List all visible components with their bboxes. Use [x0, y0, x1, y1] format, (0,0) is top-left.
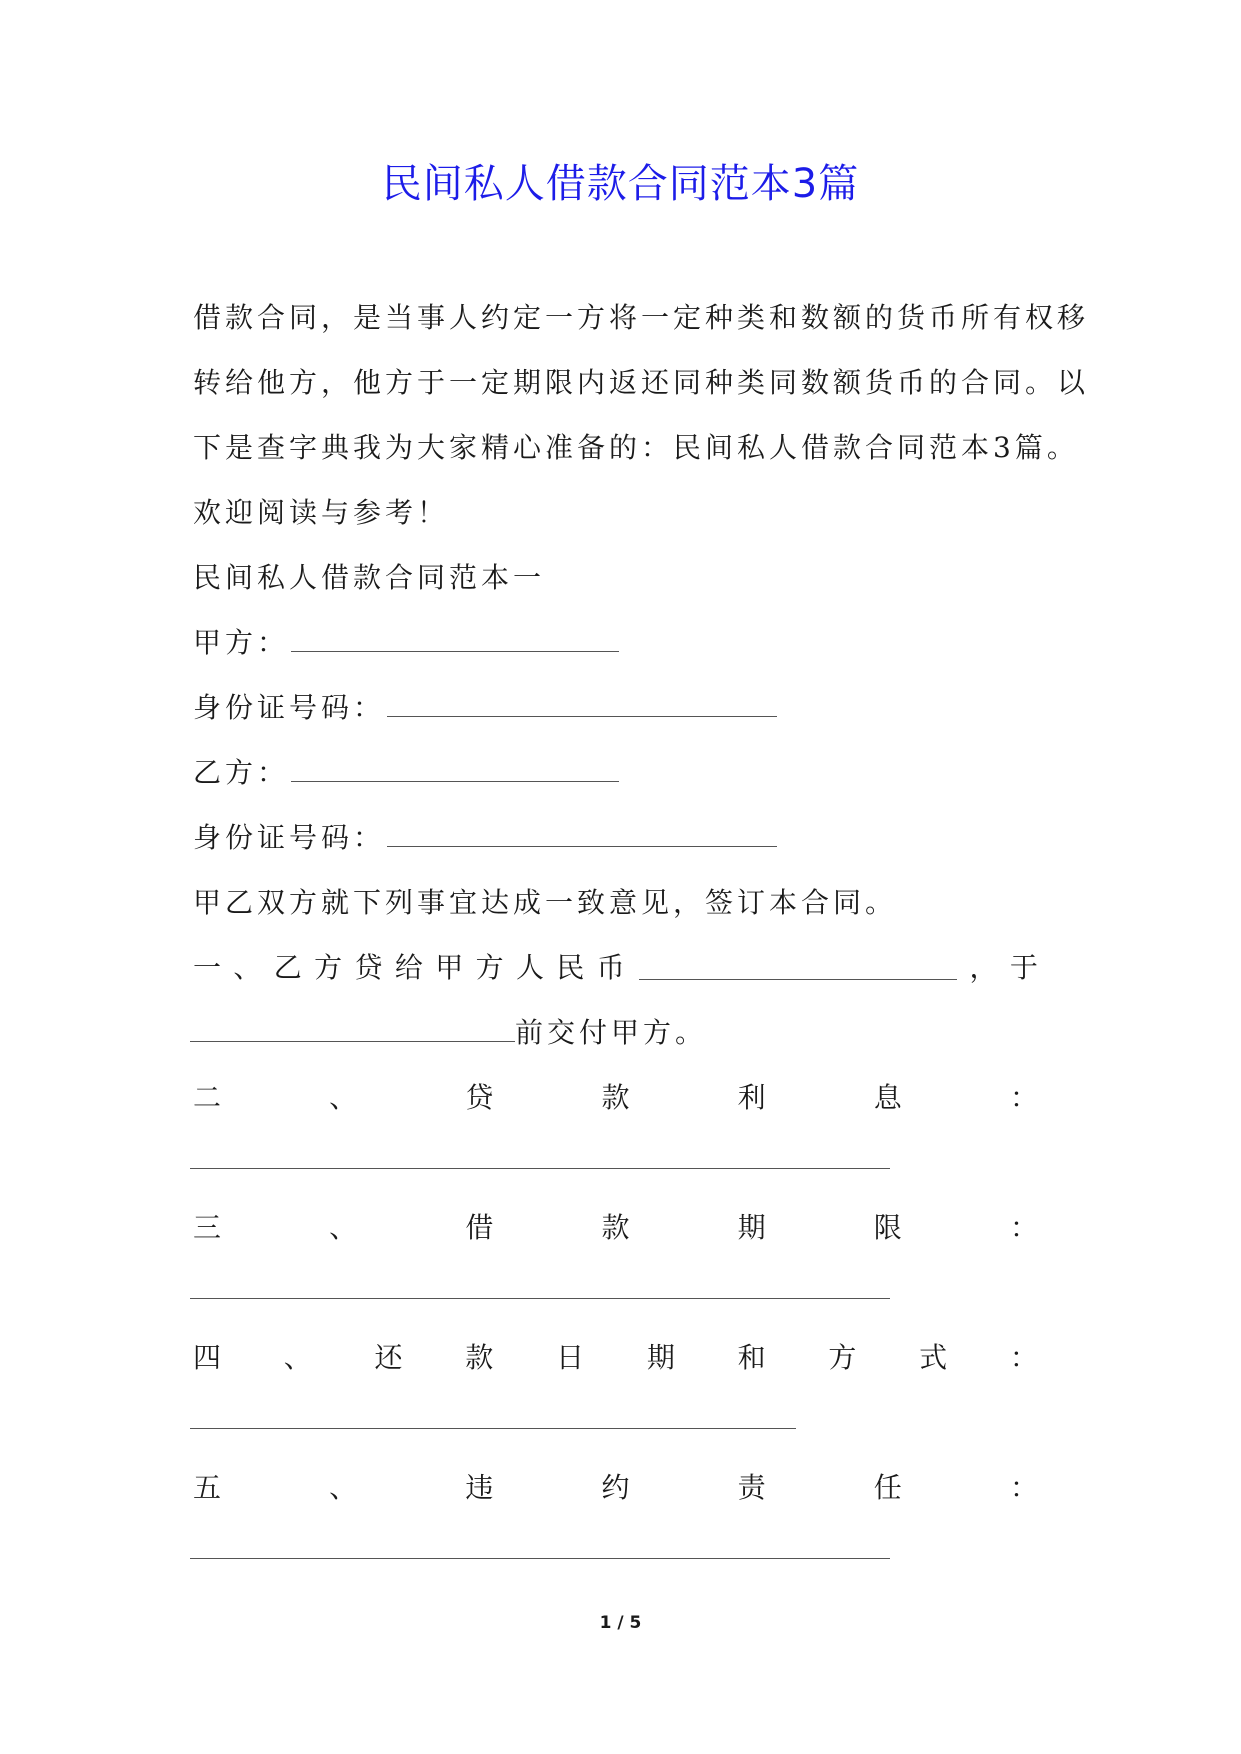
interest-blank[interactable] — [190, 1168, 890, 1169]
party-a-label: 甲方： — [193, 626, 290, 659]
clause-4-char: 四 — [193, 1341, 222, 1374]
party-b-blank[interactable] — [291, 780, 619, 782]
clause-1-char: 一 — [193, 951, 222, 984]
clause-2-char: 、 — [329, 1081, 358, 1114]
clause-5-char: 任 — [873, 1471, 902, 1504]
party-a-id-row — [193, 686, 777, 726]
breach-blank[interactable] — [190, 1558, 890, 1559]
repayment-blank[interactable] — [190, 1428, 796, 1429]
intro-line-2: 转给他方，他方于一定期限内返还同种类同数额货币的合同。以 — [193, 366, 1090, 399]
clause-4-char: ： — [1009, 1341, 1038, 1374]
clause-4-char: 式 — [919, 1341, 948, 1374]
clause-4-line — [193, 1336, 1038, 1376]
party-a-row — [193, 621, 619, 661]
clause-1-char: 币 — [596, 951, 625, 984]
agreement-text: 甲乙双方就下列事宜达成一致意见，签订本合同。 — [193, 886, 898, 919]
clause-2-char: 息 — [873, 1081, 902, 1114]
party-b-row — [193, 751, 619, 791]
party-b-id-label: 身份证号码： — [193, 821, 386, 854]
clause-3-char: 款 — [601, 1211, 630, 1244]
clause-3-char: 期 — [737, 1211, 766, 1244]
clause-1-char: 乙 — [273, 951, 302, 984]
loan-term-blank[interactable] — [190, 1298, 890, 1299]
clause-1-comma: ， — [969, 951, 998, 984]
clause-1-tail: 前交付甲方。 — [515, 1016, 708, 1049]
document-title: 民间私人借款合同范本3篇 — [381, 161, 860, 207]
clause-2-char: 利 — [737, 1081, 766, 1114]
clause-5-line — [193, 1466, 1038, 1506]
clause-5-char: ： — [1009, 1471, 1038, 1504]
clause-5-char: 、 — [329, 1471, 358, 1504]
clause-3-char: 借 — [465, 1211, 494, 1244]
clause-3-char: 、 — [329, 1211, 358, 1244]
clause-1-char: 方 — [475, 951, 504, 984]
clause-4-char: 期 — [646, 1341, 675, 1374]
clause-4-char: 方 — [828, 1341, 857, 1374]
clause-2-line — [193, 1076, 1038, 1116]
clause-1-continuation — [190, 1011, 707, 1051]
intro-line-3: 下是查字典我为大家精心准备的：民间私人借款合同范本3篇。 — [193, 431, 1079, 464]
intro-line-4: 欢迎阅读与参考！ — [193, 496, 450, 529]
clause-1-char: 方 — [314, 951, 343, 984]
party-b-id-blank[interactable] — [387, 845, 777, 847]
clause-2-char: 贷 — [465, 1081, 494, 1114]
party-a-blank[interactable] — [291, 650, 619, 652]
clause-4-char: 还 — [374, 1341, 403, 1374]
party-b-label: 乙方： — [193, 756, 290, 789]
clause-1-char: 甲 — [435, 951, 464, 984]
party-a-id-blank[interactable] — [387, 715, 777, 717]
clause-3-line — [193, 1206, 1038, 1246]
clause-1-char: 给 — [394, 951, 423, 984]
clause-2-char: ： — [1009, 1081, 1038, 1114]
clause-4-char: 和 — [737, 1341, 766, 1374]
clause-1-char: 人 — [516, 951, 545, 984]
clause-4-char: 日 — [556, 1341, 585, 1374]
party-a-id-label: 身份证号码： — [193, 691, 386, 724]
delivery-date-blank[interactable] — [190, 1040, 515, 1042]
clause-5-char: 五 — [193, 1471, 222, 1504]
clause-1-char: 贷 — [354, 951, 383, 984]
clause-2-char: 二 — [193, 1081, 222, 1114]
clause-1-line — [193, 946, 1038, 986]
page-number: 1 / 5 — [599, 1613, 642, 1633]
clause-5-char: 责 — [737, 1471, 766, 1504]
intro-line-1: 借款合同，是当事人约定一方将一定种类和数额的货币所有权移 — [193, 301, 1090, 334]
clause-5-char: 违 — [465, 1471, 494, 1504]
clause-3-char: 限 — [873, 1211, 902, 1244]
loan-amount-blank[interactable] — [639, 978, 957, 980]
clause-3-char: 三 — [193, 1211, 222, 1244]
clause-4-char: 、 — [283, 1341, 312, 1374]
clause-4-char: 款 — [465, 1341, 494, 1374]
clause-1-char: 、 — [233, 951, 262, 984]
clause-1-yu: 于 — [1009, 951, 1038, 984]
clause-1-char: 民 — [556, 951, 585, 984]
clause-5-char: 约 — [601, 1471, 630, 1504]
party-b-id-row — [193, 816, 777, 856]
clause-2-char: 款 — [601, 1081, 630, 1114]
section-heading: 民间私人借款合同范本一 — [193, 561, 546, 594]
clause-3-char: ： — [1009, 1211, 1038, 1244]
